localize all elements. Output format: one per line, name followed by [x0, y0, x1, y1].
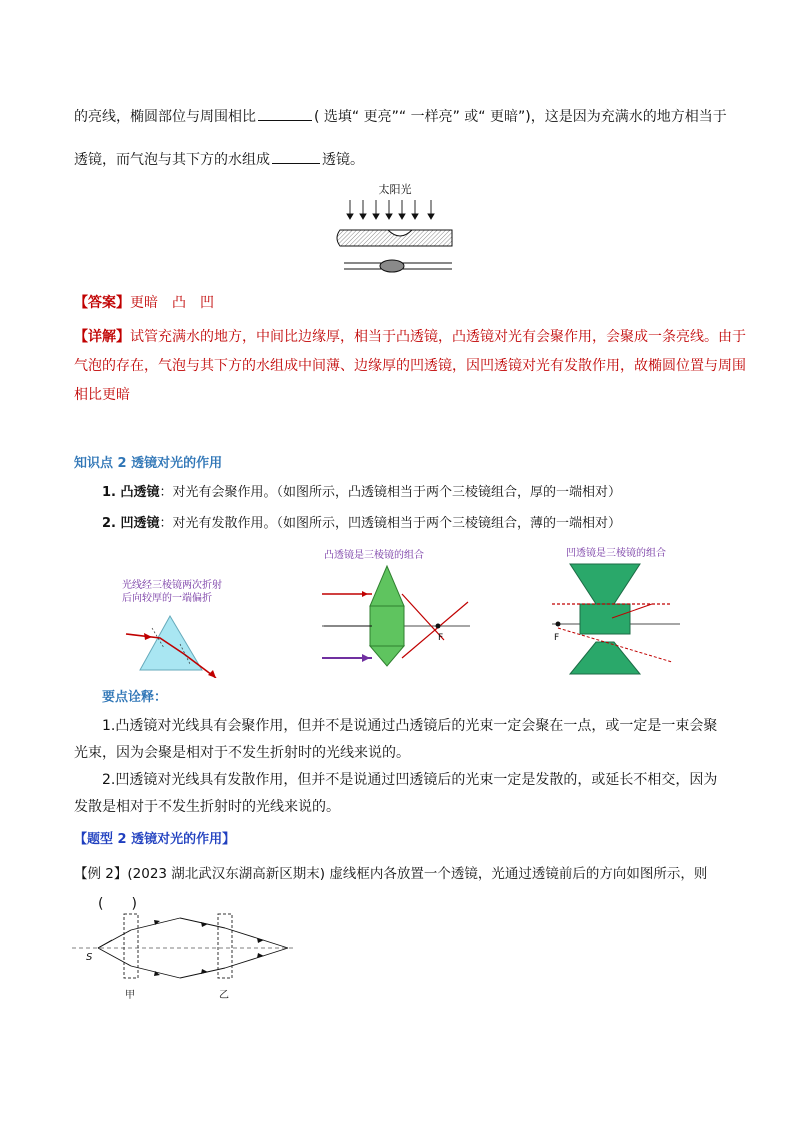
answer-blank-2[interactable] — [272, 149, 320, 164]
detail-label: 【详解】 — [74, 329, 130, 345]
notes-p2-line1: 2.凹透镜对光线具有发散作用，但并不是说通过凹透镜后的光束一定是发散的，或延长不相交，因为 — [102, 772, 718, 788]
source-label: S — [86, 952, 93, 963]
concave-caption: 凹透镜是三棱镜的组合 — [566, 548, 666, 559]
example2-paren: ( ) — [98, 896, 137, 912]
sunlight-label: 太阳光 — [378, 183, 412, 196]
q1-line1 — [74, 106, 727, 127]
answer-text: 更暗 凸 凹 — [130, 295, 214, 311]
concave-lens-figure — [552, 544, 682, 676]
answer-label: 【答案】 — [74, 295, 130, 311]
type2-title: 【题型 2 透镜对光的作用】 — [74, 832, 236, 847]
notes-p1-line2: 光束，因为会聚是相对于不发生折射时的光线来说的。 — [74, 745, 410, 761]
knowledge-item-1 — [102, 483, 621, 503]
q1-line1-a: 的亮线，椭圆部位与周围相比 — [74, 109, 256, 125]
example2-text: (2023 湖北武汉东湖高新区期末) 虚线框内各放置一个透镜，光通过透镜前后的方向如图所示，则 — [127, 866, 708, 882]
example2-label: 【例 2】 — [74, 866, 128, 882]
notes-p1-line1: 1.凸透镜对光线具有会聚作用，但并不是说通过凸透镜后的光束一定会聚在一点，或一定是一束会聚 — [102, 718, 718, 734]
detail-line-3: 相比更暗 — [74, 387, 130, 403]
q1-line1-b: ( 选填“ 更亮”“ 一样亮” 或“ 更暗”)，这是因为充满水的地方相当于 — [314, 109, 727, 125]
answer-line — [74, 293, 214, 313]
example2-line — [74, 864, 707, 884]
knowledge-item-1-head: 1. 凸透镜 — [102, 485, 160, 500]
test-tube-figure — [330, 180, 460, 280]
prism-caption-2: 后向较厚的一端偏折 — [122, 593, 212, 604]
q1-line2-b: 透镜。 — [322, 152, 364, 168]
knowledge-item-2-text: ：对光有发散作用。（如图所示，凹透镜相当于两个三棱镜组合，薄的一端相对） — [159, 516, 622, 531]
knowledge-item-2 — [102, 514, 621, 534]
lens-boxes-figure — [68, 908, 300, 1006]
jia-label: 甲 — [125, 990, 135, 1001]
concave-focus-label: F — [554, 633, 560, 643]
convex-caption: 凸透镜是三棱镜的组合 — [324, 550, 424, 561]
detail-line-1 — [74, 327, 746, 347]
detail-line-2: 气泡的存在，气泡与其下方的水组成中间薄、边缘厚的凹透镜，因凹透镜对光有发散作用，故椭圆位置与周围 — [74, 358, 746, 374]
detail-text-1: 试管充满水的地方，中间比边缘厚，相当于凸透镜，凸透镜对光有会聚作用，会聚成一条亮线。由于 — [130, 329, 746, 345]
yi-label: 乙 — [219, 990, 229, 1001]
prism-figure — [120, 578, 230, 678]
convex-lens-figure — [322, 546, 472, 670]
knowledge-item-1-text: ：对光有会聚作用。（如图所示，凸透镜相当于两个三棱镜组合，厚的一端相对） — [159, 485, 622, 500]
knowledge-title: 知识点 2 透镜对光的作用 — [74, 456, 223, 471]
convex-focus-label: F — [438, 633, 444, 643]
knowledge-item-2-head: 2. 凹透镜 — [102, 516, 160, 531]
prism-caption-1: 光线经三棱镜两次折射 — [122, 580, 222, 591]
answer-blank-1[interactable] — [258, 106, 312, 121]
notes-p2-line2: 发散是相对于不发生折射时的光线来说的。 — [74, 799, 340, 815]
box-jia — [124, 914, 138, 978]
prism-shape — [140, 616, 202, 670]
q1-line2 — [74, 149, 364, 170]
notes-title: 要点诠释： — [102, 690, 168, 705]
q1-line2-a: 透镜，而气泡与其下方的水组成 — [74, 152, 270, 168]
